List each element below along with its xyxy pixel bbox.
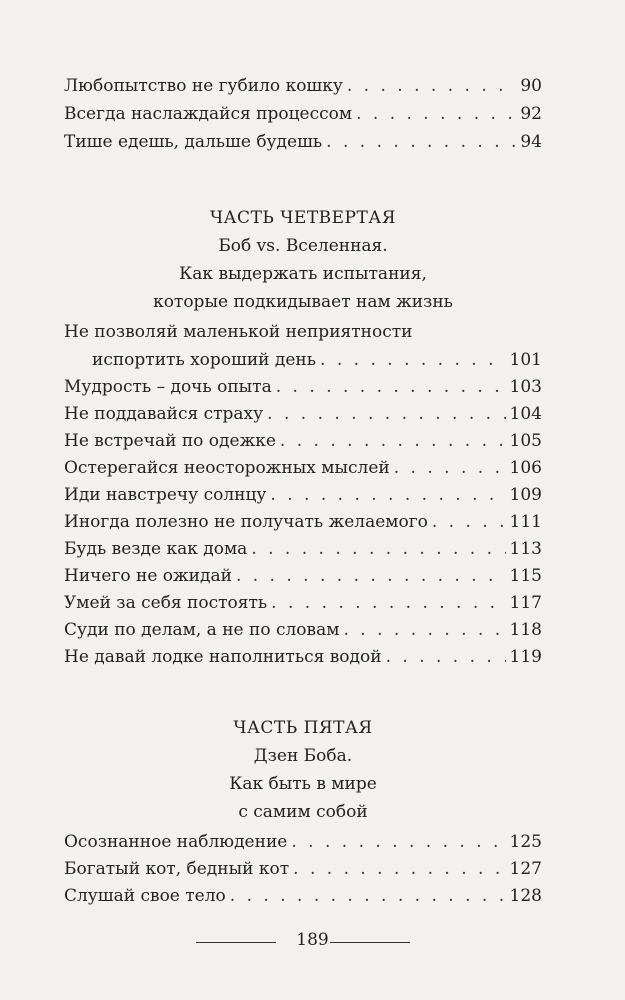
dot-leader [230,886,506,906]
toc-entry [64,132,542,160]
dot-leader [291,832,505,852]
dot-leader [343,620,505,640]
entry-page: 113 [509,539,542,559]
page-number: 189 [296,930,329,950]
dot-leader [236,566,506,586]
entry-title: Осознанное наблюдение [64,832,288,852]
entry-title: Мудрость – дочь опыта [64,377,272,397]
entry-page: 92 [520,104,542,124]
toc-entry [64,404,542,432]
entry-page: 106 [509,458,542,478]
entry-page: 104 [509,404,542,424]
toc-entry [64,566,542,594]
toc-entry [64,512,542,540]
dot-leader [386,647,506,667]
toc-entry [64,886,542,914]
dot-leader [320,350,506,370]
dot-leader [293,859,505,879]
entry-title: Иногда полезно не получать желаемого [64,512,428,532]
toc-entry [64,832,542,860]
entry-title: Умей за себя постоять [64,593,268,613]
dot-leader [271,593,505,613]
entry-title: Не поддавайся страху [64,404,264,424]
entry-page: 94 [520,132,542,152]
entry-title: Не давай лодке наполниться водой [64,647,382,667]
entry-page: 115 [509,566,542,586]
entry-title: испортить хороший день [92,350,317,370]
part5-tagline-1: Как быть в мире [229,774,377,794]
entry-page: 127 [509,859,542,879]
entry-page: 125 [509,832,542,852]
dot-leader [356,104,516,124]
toc-entry [64,647,542,675]
dot-leader [432,512,506,532]
entry-title: Богатый кот, бедный кот [64,859,290,879]
entry-title: Слушай свое тело [64,886,226,906]
dot-leader [267,404,505,424]
dot-leader [347,76,517,96]
entry-page: 118 [509,620,542,640]
toc-entry [64,485,542,513]
part5-subtitle: Дзен Боба. [253,746,353,766]
dot-leader [326,132,516,152]
toc-entry [64,539,542,567]
entry-title: Остерегайся неосторожных мыслей [64,458,390,478]
entry-title: Иди навстречу солнцу [64,485,267,505]
toc-entry [64,458,542,486]
toc-entry [64,377,542,405]
entry-page: 128 [509,886,542,906]
entry-title: Будь везде как дома [64,539,248,559]
toc-entry [64,859,542,887]
footer-rule-right [330,942,410,943]
dot-leader [280,431,506,451]
entry-page: 101 [509,350,542,370]
entry-title: Суди по делам, а не по словам [64,620,340,640]
toc-entry [92,350,542,378]
entry-page: 119 [509,647,542,667]
entry-title: Всегда наслаждайся процессом [64,104,353,124]
toc-entry [64,593,542,621]
dot-leader [276,377,506,397]
part4-tagline-1: Как выдержать испытания, [179,264,427,284]
toc-entry [64,620,542,648]
toc-entry [64,76,542,104]
entry-title: Не встречай по одежке [64,431,276,451]
part4-subtitle: Боб vs. Вселенная. [218,236,388,256]
entry-page: 117 [509,593,542,613]
part5-tagline-2: с самим собой [238,802,368,822]
entry-title: Ничего не ожидай [64,566,232,586]
entry-page: 109 [509,485,542,505]
entry-page: 111 [509,512,542,532]
part5-heading: ЧАСТЬ ПЯТАЯ [233,718,373,738]
entry-title: Любопытство не губило кошку [64,76,343,96]
toc-entry [64,104,542,132]
toc-entry [64,431,542,459]
entry-page: 90 [520,76,542,96]
entry-title-line-1: Не позволяй маленькой неприятности [64,322,413,342]
part4-heading: ЧАСТЬ ЧЕТВЕРТАЯ [210,208,396,228]
part4-tagline-2: которые подкидывает нам жизнь [153,292,453,312]
dot-leader [251,539,505,559]
dot-leader [394,458,506,478]
entry-page: 105 [509,431,542,451]
entry-title: Тише едешь, дальше будешь [64,132,323,152]
entry-page: 103 [509,377,542,397]
dot-leader [270,485,505,505]
